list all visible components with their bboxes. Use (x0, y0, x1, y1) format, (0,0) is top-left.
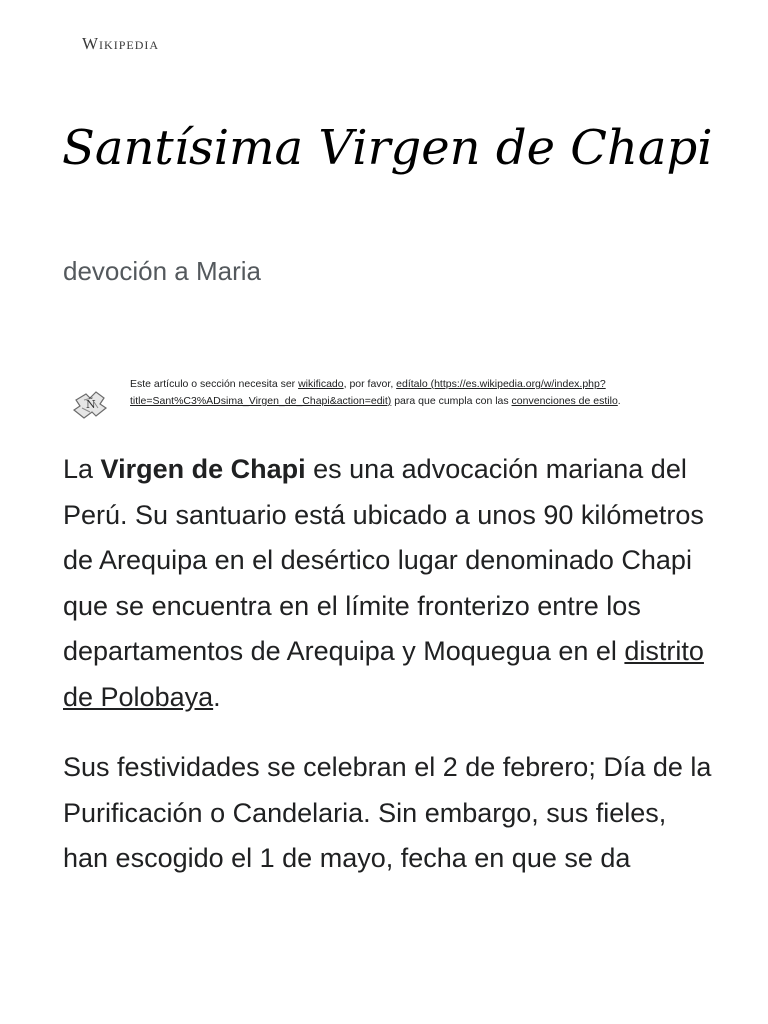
style-conventions-link[interactable]: convenciones de estilo (511, 395, 618, 407)
polobaya-link[interactable]: distrito de Polobaya (63, 636, 704, 712)
notice-text: Este artículo o sección necesita ser wikificado, por favor, edítalo (https://es.wikipedia.org/w/index.php?title=Sant%C3%ADsima_Virgen_de_Chapi&action=edit) para que cumpla con las convenciones de estilo. (130, 378, 621, 407)
wikify-puzzle-icon (70, 386, 110, 422)
paragraph-1: La Virgen de Chapi es una advocación mariana del Perú. Su santuario está ubicado a unos 90 kilómetros de Arequipa en el desértico lugar denominado Chapi que se encuentra en el límite fronterizo entre los departamentos de Arequipa y Moquegua en el distrito de Polobaya. (63, 454, 704, 712)
svg-text:Ñ: Ñ (86, 398, 96, 411)
wikipedia-logo[interactable]: Wikipedia (82, 34, 160, 53)
wikificado-link[interactable]: wikificado (298, 378, 344, 390)
article-body (63, 447, 713, 907)
paragraph-2: Sus festividades se celebran el 2 de febrero; Día de la Purificación o Candelaria. Sin embargo, sus fieles, han escogido el 1 de mayo, fecha en que se da (63, 752, 712, 873)
page-subtitle: devoción a Maria (63, 256, 261, 286)
page-title: Santísima Virgen de Chapi (62, 120, 713, 176)
edit-link[interactable]: edítalo (https://es.wikipedia.org/w/index.php?title=Sant%C3%ADsima_Virgen_de_Chapi&action=edit) (130, 378, 606, 407)
bold-term: Virgen de Chapi (100, 454, 306, 484)
